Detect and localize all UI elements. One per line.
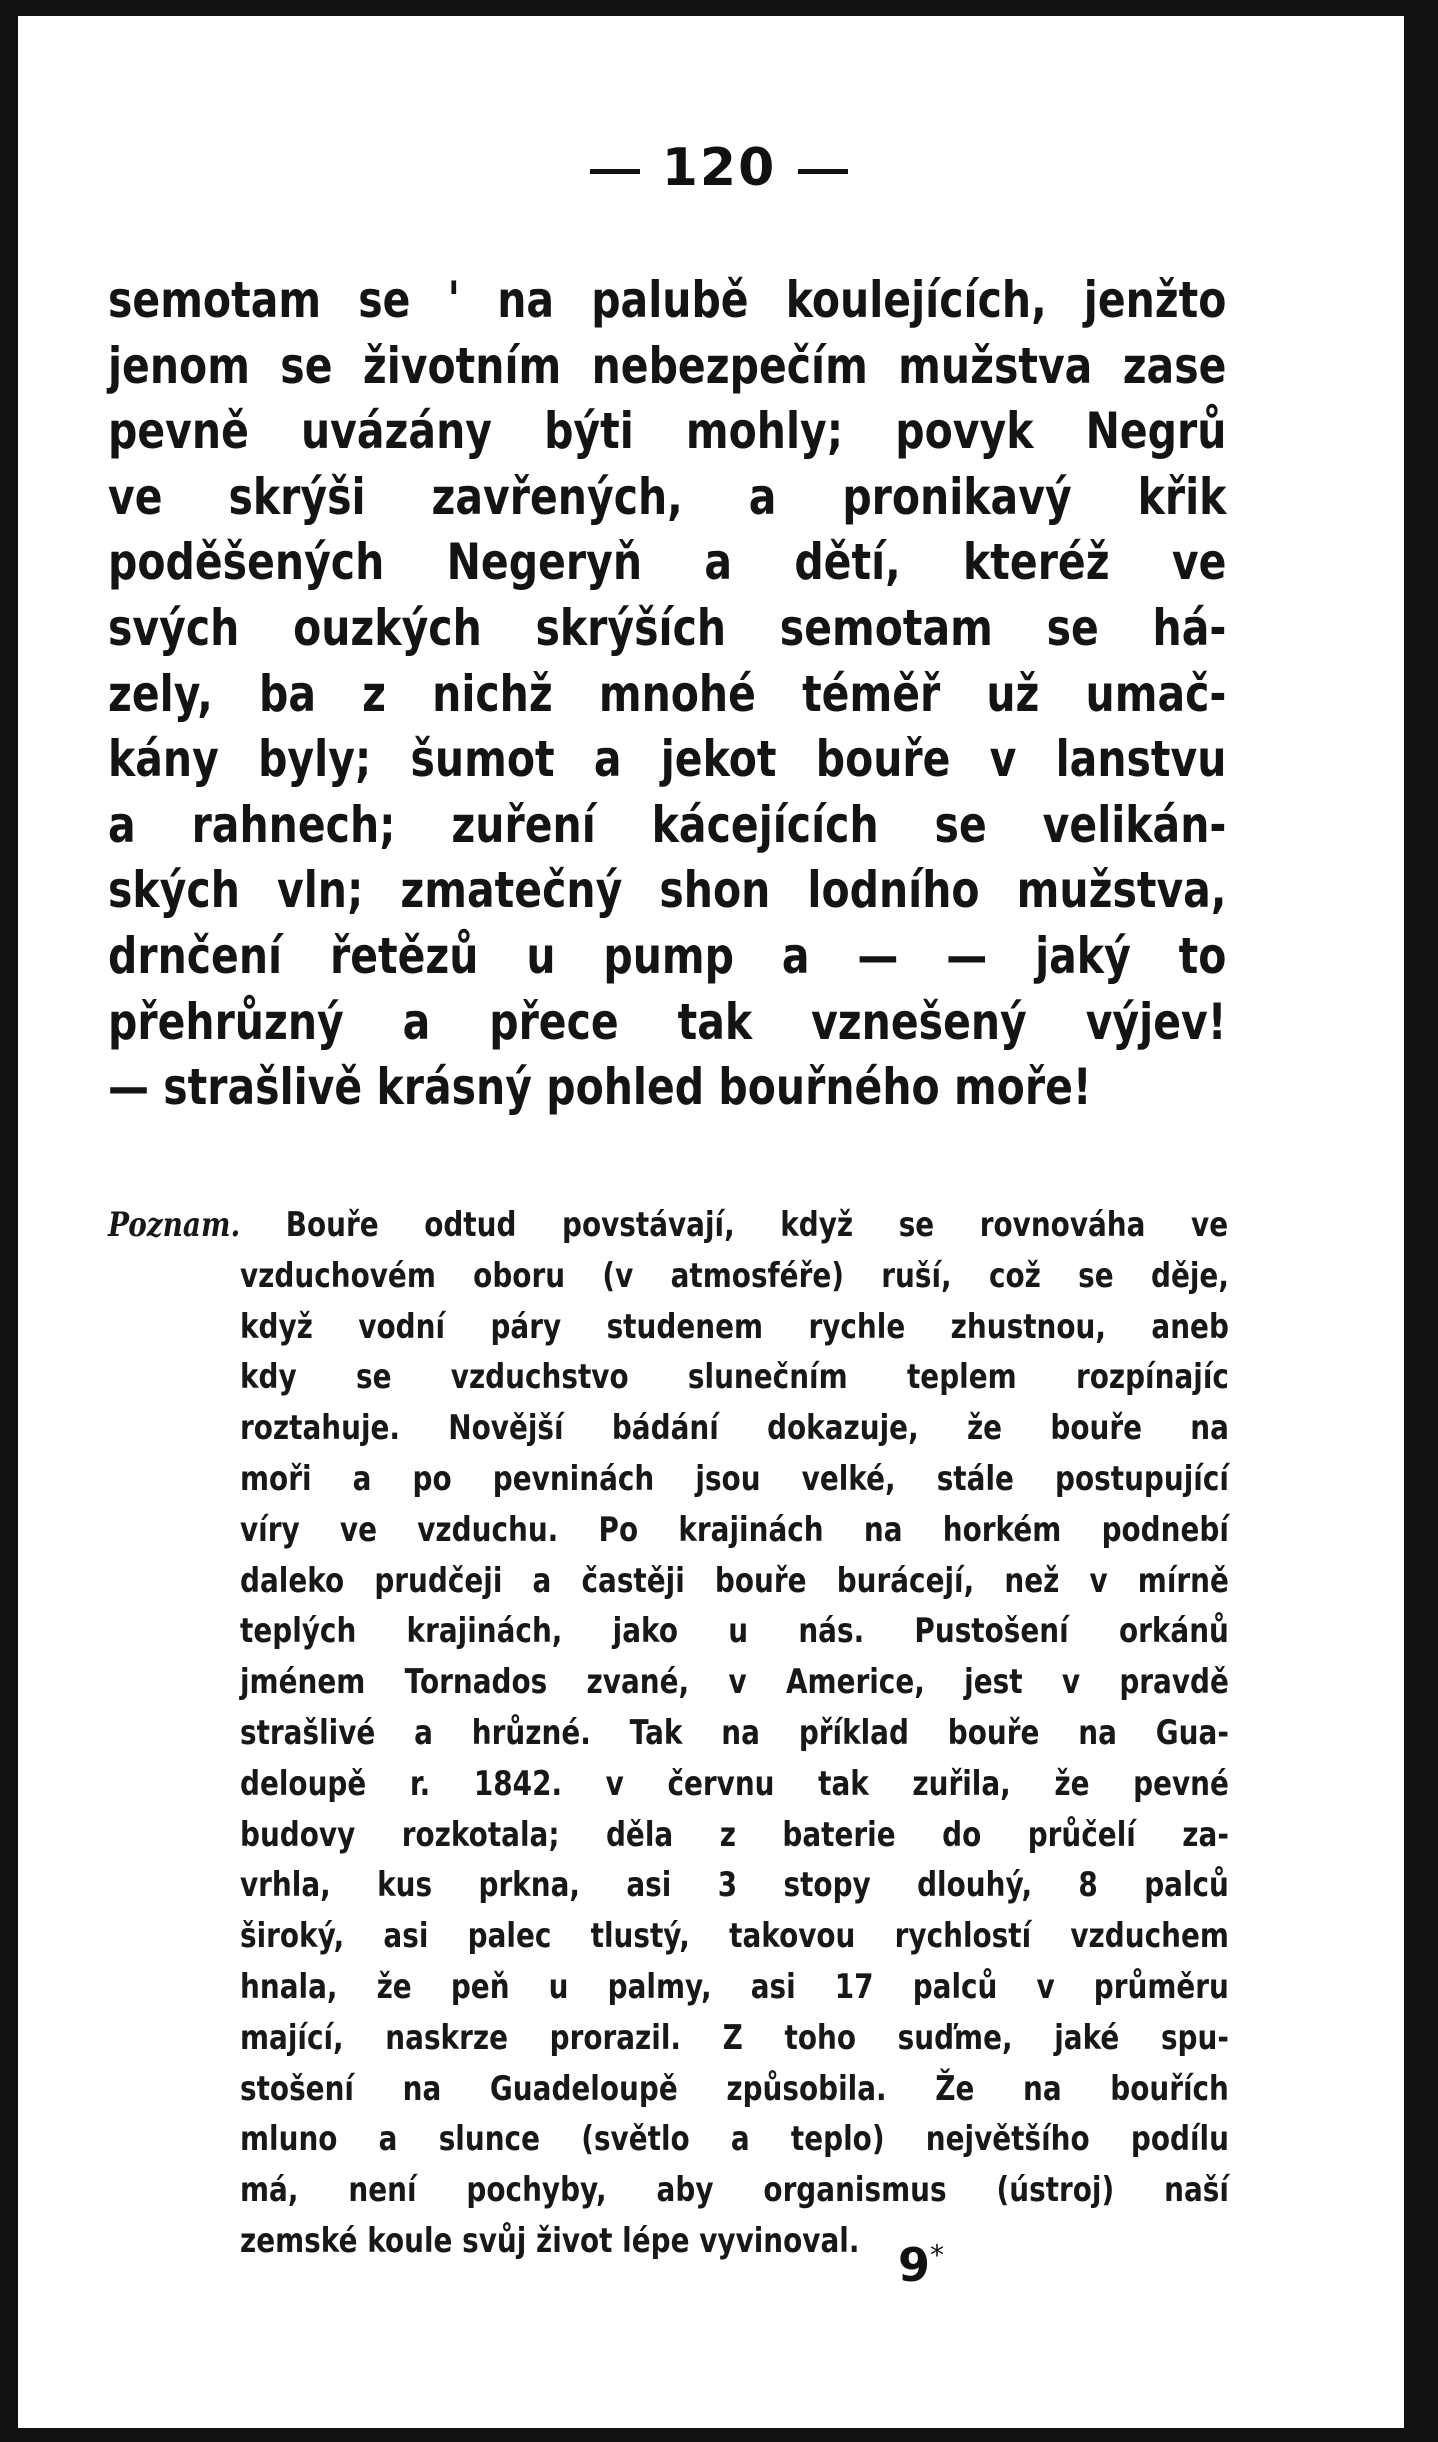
footnote-line: má, není pochyby, aby organismus (ústroj) naší bbox=[240, 2170, 1229, 2211]
footnote-line: deloupě r. 1842. v červnu tak zuřila, že pevné bbox=[240, 1763, 1229, 1804]
main-line: ve skrýši zavřených, a pronikavý křik bbox=[108, 467, 1227, 526]
footnote-line: teplých krajinách, jako u nás. Pustošení orkánů bbox=[240, 1611, 1229, 1652]
footnote-line: budovy rozkotala; děla z baterie do průčelí za- bbox=[240, 1814, 1229, 1855]
footnote-line: jménem Tornados zvané, v Americe, jest v pravdě bbox=[240, 1662, 1229, 1703]
footnote-label: Poznam. bbox=[108, 1205, 241, 1245]
signature-star: * bbox=[930, 2238, 945, 2272]
footnote-line: hnala, že peň u palmy, asi 17 palců v průměru bbox=[240, 1966, 1229, 2007]
footnote-line: víry ve vzduchu. Po krajinách na horkém podnebí bbox=[240, 1509, 1229, 1550]
main-line: poděšených Negeryň a dětí, kteréž ve bbox=[108, 533, 1227, 592]
footnote-line bbox=[108, 1200, 1228, 1251]
main-line: — strašlivě krásný pohled bouřného moře! bbox=[108, 1058, 1092, 1117]
footnote-line-text: Bouře odtud povstávají, když se rovnováha ve bbox=[285, 1205, 1229, 1245]
page-number-dash-right bbox=[798, 169, 848, 174]
page-number-dash-left bbox=[590, 169, 640, 174]
main-line: jenom se životním nebezpečím mužstva zase bbox=[108, 336, 1227, 395]
main-text bbox=[108, 268, 1226, 1121]
footnote-line: kdy se vzduchstvo slunečním teplem rozpínajíc bbox=[240, 1357, 1229, 1398]
footnote-line: roztahuje. Novější bádání dokazuje, že bouře na bbox=[240, 1408, 1229, 1449]
footnote-line: široký, asi palec tlustý, takovou rychlostí vzduchem bbox=[240, 1916, 1229, 1957]
main-line: pevně uvázány býti mohly; povyk Negrů bbox=[108, 402, 1227, 461]
main-line: svých ouzkých skrýších semotam se há- bbox=[108, 598, 1227, 657]
main-line: kány byly; šumot a jekot bouře v lanstvu bbox=[108, 730, 1227, 789]
main-line: přehrůzný a přece tak vznešený výjev! bbox=[108, 992, 1227, 1051]
footnote-line: zemské koule svůj život lépe vyvinoval. bbox=[240, 2220, 860, 2261]
main-line: zely, ba z nichž mnohé téměř už umač- bbox=[108, 664, 1227, 723]
footnote-line: strašlivé a hrůzné. Tak na příklad bouře na Gua- bbox=[240, 1712, 1229, 1753]
main-line: a rahnech; zuření kácejících se velikán- bbox=[108, 795, 1227, 854]
footnote-line: vzduchovém oboru (v atmosféře) ruší, což se děje, bbox=[240, 1255, 1229, 1296]
page-number-value: 120 bbox=[661, 138, 777, 198]
main-line: semotam se ' na palubě koulejících, jenžto bbox=[108, 271, 1227, 329]
footnote-line: stošení na Guadeloupě způsobila. Že na bouřích bbox=[240, 2068, 1229, 2109]
footnote-line: vrhla, kus prkna, asi 3 stopy dlouhý, 8 palců bbox=[240, 1865, 1229, 1906]
footnote-line: moři a po pevninách jsou velké, stále postupující bbox=[240, 1458, 1229, 1499]
page-number bbox=[0, 138, 1438, 198]
footnote-line: mající, naskrze prorazil. Z toho suďme, jaké spu- bbox=[240, 2017, 1229, 2058]
main-line: drnčení řetězů u pump a — — jaký to bbox=[108, 926, 1227, 985]
footnote-line: když vodní páry studenem rychle zhustnou, aneb bbox=[240, 1306, 1229, 1347]
main-line: ských vln; zmatečný shon lodního mužstva, bbox=[108, 861, 1227, 920]
signature-mark bbox=[898, 2238, 944, 2292]
signature-number: 9 bbox=[898, 2238, 931, 2292]
footnote bbox=[108, 1200, 1229, 2267]
footnote-line: mluno a slunce (světlo a teplo) největšího podílu bbox=[240, 2119, 1229, 2160]
footnote-line: daleko prudčeji a častěji bouře burácejí, než v mírně bbox=[240, 1560, 1229, 1601]
